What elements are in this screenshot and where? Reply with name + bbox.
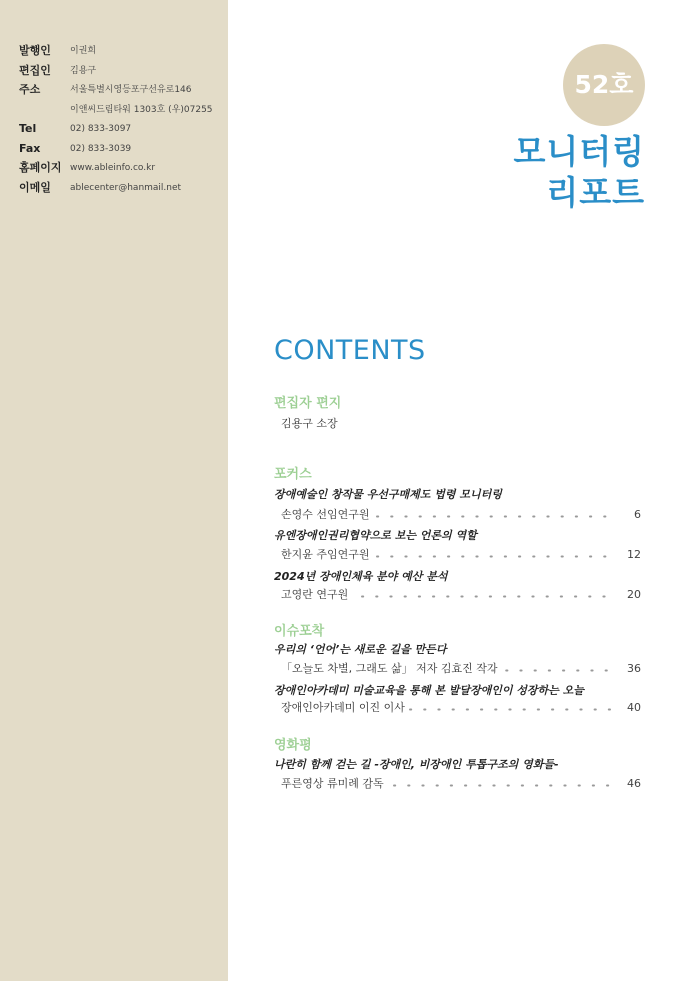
report-title-line1: 모니터링	[513, 132, 645, 171]
entry-author: 고영란 연구원	[281, 588, 349, 601]
toc-entry[interactable]	[281, 661, 641, 677]
section-heading: 영화평	[274, 738, 312, 753]
entry-title[interactable]: 나란히 함께 걷는 길 -장애인, 비장애인 투톱구조의 영화들-	[274, 758, 559, 771]
info-value: 서울특별시영등포구선유로146	[70, 85, 192, 95]
entry-author: 손영수 선임연구원	[281, 508, 370, 521]
entry-author: 한지윤 주임연구원	[281, 548, 370, 561]
dot-leader	[361, 595, 616, 598]
info-value: ablecenter@hanmail.net	[70, 183, 182, 193]
info-value: 김용구	[70, 66, 97, 76]
entry-title[interactable]: 2024년 장애인체육 분야 예산 분석	[274, 570, 448, 583]
info-value: 02) 833-3039	[70, 144, 132, 154]
entry-author: 김용구 소장	[281, 417, 338, 430]
toc-entry[interactable]	[281, 507, 641, 523]
info-label: 편집인	[19, 64, 51, 77]
entry-author: 「오늘도 차별, 그래도 삶」 저자 김효진 작가	[281, 662, 498, 675]
dot-leader	[491, 669, 616, 672]
dot-leader	[376, 555, 616, 558]
issue-badge	[563, 44, 645, 126]
page-number: 40	[627, 701, 641, 714]
entry-title[interactable]: 우리의 ‘언어’는 새로운 길을 만든다	[274, 643, 447, 656]
section-heading: 편집자 편지	[274, 396, 342, 411]
info-value: 이권희	[70, 46, 97, 56]
page-number: 46	[627, 777, 641, 790]
info-value: 02) 833-3097	[70, 124, 132, 134]
dot-leader	[409, 708, 616, 711]
toc-entry[interactable]	[281, 700, 641, 716]
page-number: 20	[627, 588, 641, 601]
issue-number: 52호	[574, 70, 634, 99]
toc-entry[interactable]	[281, 776, 641, 792]
toc-entry[interactable]	[281, 547, 641, 563]
section-heading: 이슈포착	[274, 624, 325, 639]
entry-author: 장애인아카데미 이진 이사	[281, 701, 405, 714]
toc-entry	[281, 416, 641, 432]
dot-leader	[376, 515, 616, 518]
info-label: 이메일	[19, 181, 51, 194]
info-value: www.ableinfo.co.kr	[70, 163, 156, 173]
info-label: 홈페이지	[19, 161, 62, 174]
info-label: 주소	[19, 83, 41, 96]
info-value: 이앤씨드림타워 1303호 (우)07255	[70, 105, 213, 115]
section-heading: 포커스	[274, 467, 312, 482]
entry-title[interactable]: 장애인아카데미 미술교육을 통해 본 발달장애인이 성장하는 오늘	[274, 684, 584, 697]
contents-heading: CONTENTS	[274, 335, 426, 366]
info-label: Tel	[19, 122, 37, 135]
page-number: 6	[634, 508, 641, 521]
entry-title[interactable]: 장애예술인 창작물 우선구매제도 법령 모니터링	[274, 488, 502, 501]
entry-title[interactable]: 유엔장애인권리협약으로 보는 언론의 역할	[274, 529, 477, 542]
entry-author: 푸른영상 류미례 감독	[281, 777, 384, 790]
dot-leader	[393, 784, 616, 787]
toc-entry[interactable]	[281, 587, 641, 603]
page-number: 36	[627, 662, 641, 675]
report-title-line2: 리포트	[546, 173, 645, 212]
info-label: 발행인	[19, 44, 51, 57]
info-label: Fax	[19, 142, 41, 155]
page-number: 12	[627, 548, 641, 561]
